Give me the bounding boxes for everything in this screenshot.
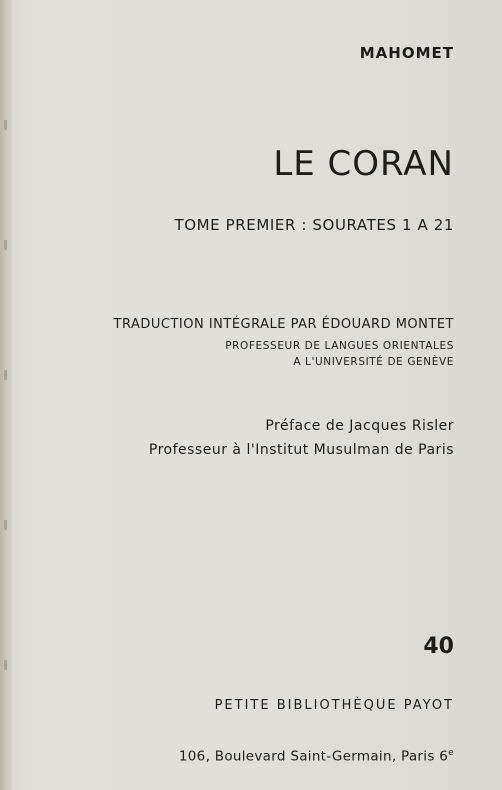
author-name: MAHOMET	[359, 44, 454, 62]
book-title: LE CORAN	[273, 144, 454, 184]
translation-credit: TRADUCTION INTÉGRALE PAR ÉDOUARD MONTET	[113, 317, 454, 332]
publisher-address	[179, 748, 454, 765]
preface-author-title: Professeur à l'Institut Musulman de Paris	[148, 442, 454, 458]
series-number: 40	[423, 634, 454, 659]
binding-stitch	[4, 660, 7, 670]
binding-stitch	[4, 120, 7, 130]
translator-title-line1: PROFESSEUR DE LANGUES ORIENTALES	[225, 340, 454, 352]
book-binding-edge	[0, 0, 12, 790]
preface-credit: Préface de Jacques Risler	[265, 418, 454, 434]
binding-stitch	[4, 370, 7, 380]
publisher-series: PETITE BIBLIOTHÈQUE PAYOT	[214, 698, 454, 713]
binding-stitch	[4, 240, 7, 250]
translator-title-line2: A L'UNIVERSITÉ DE GENÈVE	[293, 356, 454, 368]
publisher-address-superscript: e	[448, 748, 454, 758]
volume-subtitle: TOME PREMIER : SOURATES 1 A 21	[174, 216, 454, 234]
publisher-address-text: 106, Boulevard Saint-Germain, Paris 6	[178, 748, 449, 765]
binding-stitch	[4, 520, 7, 530]
